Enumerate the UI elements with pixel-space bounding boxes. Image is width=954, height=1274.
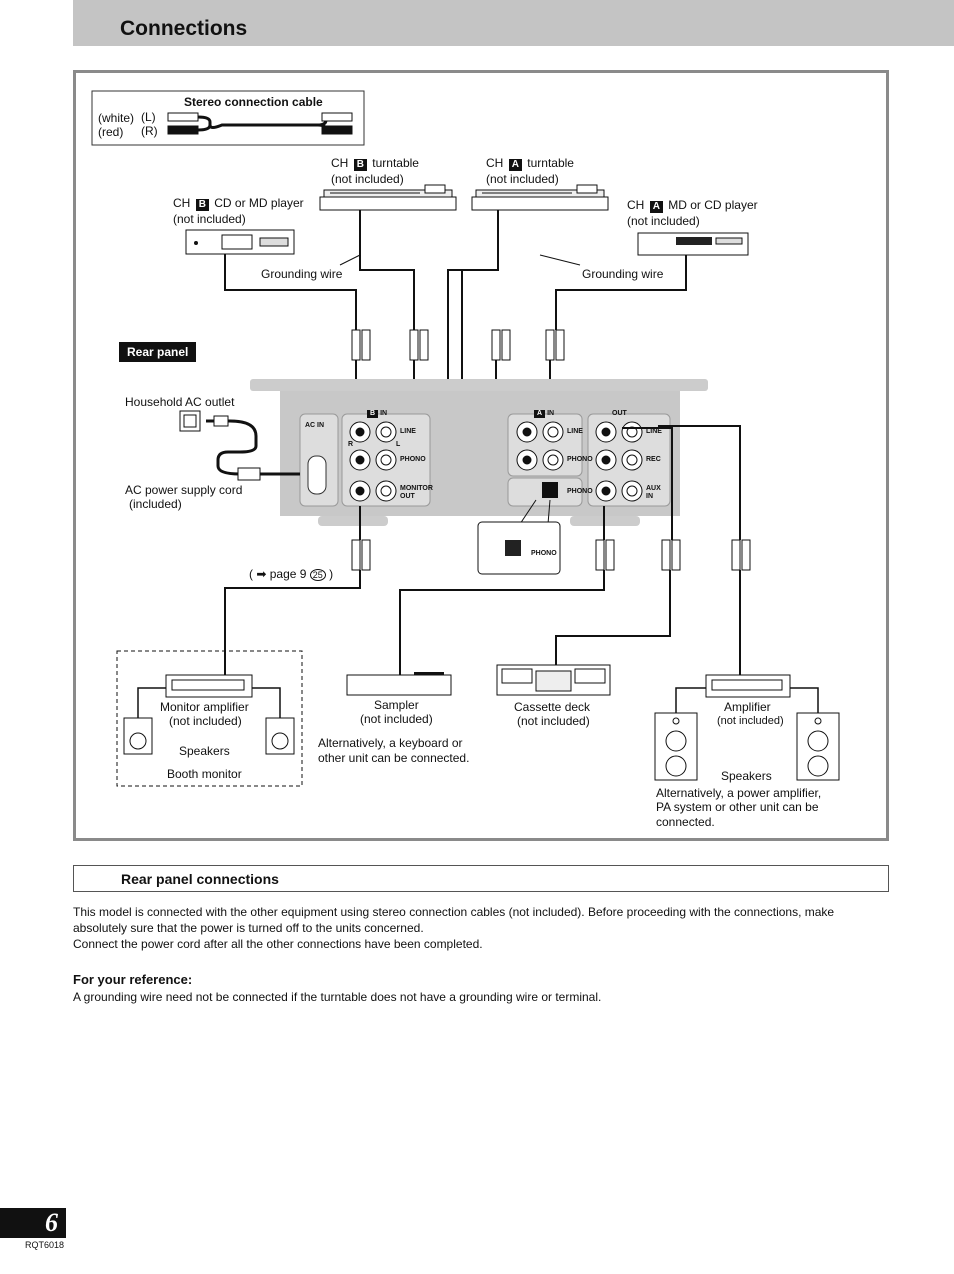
page-title: Connections [120, 17, 248, 40]
turntable-a-icon [472, 185, 608, 210]
out-label: OUT [612, 410, 627, 417]
md-player-icon [638, 233, 748, 255]
cable-box-title: Stereo connection cable [184, 95, 323, 109]
cd-player-note: (not included) [173, 212, 246, 226]
cd-player-label: CH B CD or MD player [173, 196, 304, 210]
para-line-3: Connect the power cord after all the other connections have been completed. [73, 937, 483, 951]
amp-alt-2: PA system or other unit can be [656, 800, 819, 814]
phono-gnd-label: PHONO [567, 488, 593, 495]
line-out-label: LINE [646, 428, 662, 435]
phono-a-label: PHONO [567, 456, 593, 463]
ac-cord-note: (included) [129, 497, 182, 511]
monitor-amp-icon [166, 675, 252, 697]
arrow-right-icon: ➡ [256, 567, 267, 581]
para-line-2: absolutely sure that the power is turned off to the units concerned. [73, 921, 424, 935]
ac-in-label: AC IN [305, 422, 325, 429]
cable-r-label: (R) [141, 124, 158, 138]
rec-label: REC [646, 456, 661, 463]
page-number: 6 [45, 1208, 58, 1237]
amplifier-label: Amplifier [724, 700, 771, 714]
in-b-label: B IN [365, 410, 387, 418]
amplifier-note: (not included) [717, 715, 784, 727]
amp-alt-3: connected. [656, 815, 715, 829]
turntable-a-note: (not included) [486, 172, 559, 186]
ac-outlet-label: Household AC outlet [125, 395, 235, 409]
rear-panel-tag: Rear panel [119, 342, 196, 362]
aux-in-label: IN [646, 493, 653, 500]
aux-label: AUX [646, 485, 661, 492]
phono-detail-label: PHONO [531, 550, 557, 557]
page-ref: ( ➡ page 9 25 ) [249, 567, 334, 581]
cd-player-icon [186, 230, 294, 254]
booth-monitor-label: Booth monitor [167, 767, 242, 781]
sampler-note: (not included) [360, 712, 433, 726]
cable-red-label: (red) [98, 125, 124, 139]
section-heading-box [73, 865, 889, 892]
reference-text: A grounding wire need not be connected if the turntable does not have a grounding wire or terminal. [73, 990, 602, 1004]
l-b-label: L [396, 441, 401, 448]
doc-code: RQT6018 [25, 1240, 65, 1250]
sampler-label: Sampler [374, 698, 419, 712]
booth-speakers-label: Speakers [179, 744, 230, 758]
md-player-note: (not included) [627, 214, 700, 228]
monitor-amp-note: (not included) [169, 714, 242, 728]
ac-cord-label: AC power supply cord [125, 483, 243, 497]
in-a-label: A IN [532, 410, 554, 418]
monitor-label: MONITOR [400, 485, 433, 492]
pa-speakers-label: Speakers [721, 769, 772, 783]
grounding-wire-label-left: Grounding wire [261, 267, 343, 281]
sampler-alt-1: Alternatively, a keyboard or [318, 736, 463, 750]
amp-alt-1: Alternatively, a power amplifier, [656, 786, 822, 800]
reference-heading: For your reference: [73, 972, 193, 987]
line-b-label: LINE [400, 428, 416, 435]
para-line-1: This model is connected with the other equipment using stereo connection cables (not included). Before proceeding with the connections, make [73, 905, 835, 919]
turntable-a-label: CH A turntable [486, 156, 574, 170]
grounding-wire-label-right: Grounding wire [582, 267, 664, 281]
line-a-label: LINE [567, 428, 583, 435]
sampler-alt-2: other unit can be connected. [318, 751, 470, 765]
cassette-deck-icon [497, 665, 610, 695]
md-player-label: CH A MD or CD player [627, 198, 758, 212]
amplifier-icon [706, 675, 790, 697]
turntable-b-note: (not included) [331, 172, 404, 186]
monitor-out-label: OUT [400, 493, 415, 500]
section-heading: Rear panel connections [121, 871, 279, 887]
sampler-icon [347, 672, 451, 695]
phono-b-label: PHONO [400, 456, 426, 463]
turntable-b-label: CH B turntable [331, 156, 419, 170]
cassette-note: (not included) [517, 714, 590, 728]
cable-white-label: (white) [98, 111, 135, 125]
page-number-badge [0, 1208, 66, 1238]
r-b-label: R [348, 441, 354, 448]
rca-plugs-top [352, 330, 564, 360]
cassette-label: Cassette deck [514, 700, 591, 714]
cable-l-label: (L) [141, 110, 156, 124]
turntable-b-icon [320, 185, 456, 210]
monitor-amp-label: Monitor amplifier [160, 700, 249, 714]
